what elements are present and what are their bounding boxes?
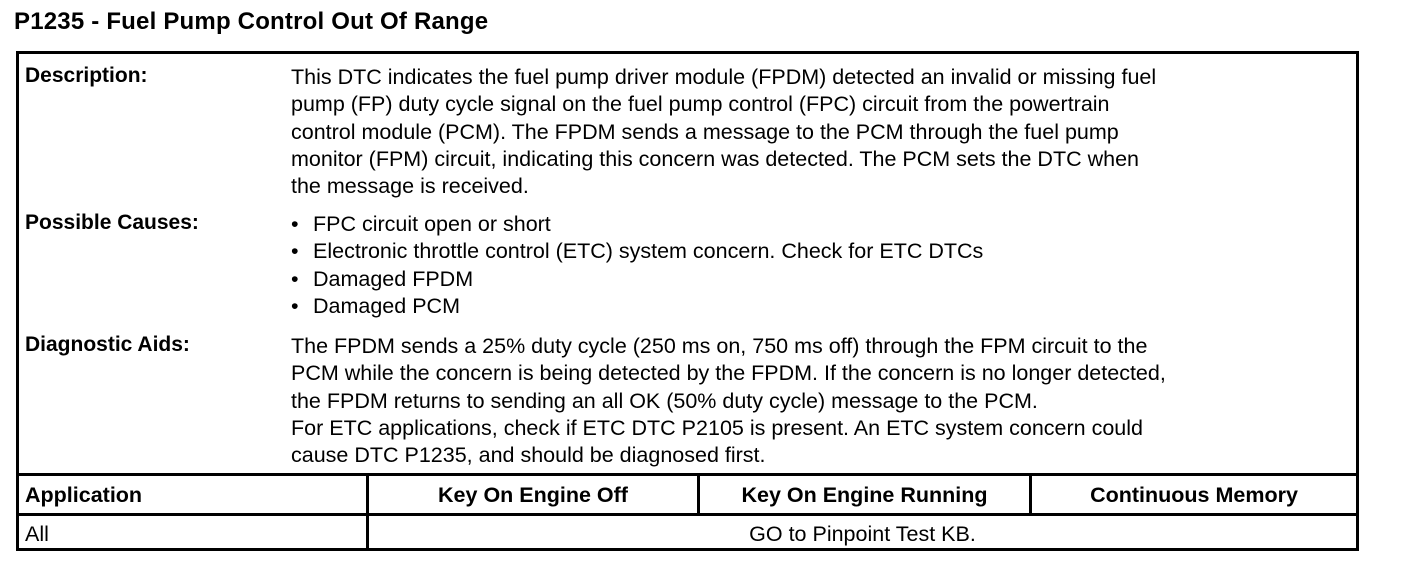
header-key-on-engine-off: Key On Engine Off <box>438 483 628 507</box>
header-key-on-engine-running: Key On Engine Running <box>741 483 988 507</box>
diagnostic-aids-line: cause DTC P1235, and should be diagnosed first. <box>291 443 766 468</box>
bullet-icon: • <box>291 266 299 291</box>
cause-text: FPC circuit open or short <box>313 212 551 236</box>
list-item <box>291 211 1346 238</box>
possible-causes-list <box>291 211 1346 320</box>
diagnostic-aids-line: The FPDM sends a 25% duty cycle (250 ms on, 750 ms off) through the FPM circuit to the <box>291 334 1148 358</box>
cause-text: Damaged PCM <box>313 293 460 318</box>
diagnostic-aids-label: Diagnostic Aids: <box>25 333 190 356</box>
bullet-icon: • <box>291 293 299 318</box>
description-line: This DTC indicates the fuel pump driver module (FPDM) detected an invalid or missing fuel <box>291 65 1157 89</box>
description-line: control module (PCM). The FPDM sends a message to the PCM through the fuel pump <box>291 119 1119 144</box>
diagnostic-aids-text <box>291 333 1346 469</box>
dtc-table <box>16 51 1359 551</box>
list-item <box>291 238 1346 265</box>
header-application: Application <box>25 483 143 507</box>
diagnostic-aids-line: PCM while the concern is being detected by the FPDM. If the concern is no longer detected, <box>291 361 1166 386</box>
description-line: monitor (FPM) circuit, indicating this concern was detected. The PCM sets the DTC when <box>291 146 1139 171</box>
header-continuous-memory: Continuous Memory <box>1090 483 1298 507</box>
list-item <box>291 266 1346 293</box>
page-title: P1235 - Fuel Pump Control Out Of Range <box>14 8 489 35</box>
table-divider <box>19 513 1356 516</box>
diagnostic-aids-line: For ETC applications, check if ETC DTC P2105 is present. An ETC system concern could <box>291 415 1143 440</box>
diagnostic-aids-line: the FPDM returns to sending an all OK (50% duty cycle) message to the PCM. <box>291 388 1038 413</box>
table-divider <box>19 473 1356 476</box>
description-line: pump (FP) duty cycle signal on the fuel pump control (FPC) circuit from the powertrain <box>291 92 1110 117</box>
cause-text: Electronic throttle control (ETC) system concern. Check for ETC DTCs <box>313 239 984 264</box>
bullet-icon: • <box>291 239 299 264</box>
cause-text: Damaged FPDM <box>313 266 474 291</box>
description-line: the message is received. <box>291 174 529 199</box>
list-item <box>291 293 1346 320</box>
description-label: Description: <box>25 64 148 87</box>
pinpoint-test-instruction: GO to Pinpoint Test KB. <box>749 522 976 546</box>
application-value: All <box>25 522 49 546</box>
bullet-icon: • <box>291 212 299 236</box>
description-text <box>291 64 1346 200</box>
possible-causes-label: Possible Causes: <box>25 211 199 234</box>
